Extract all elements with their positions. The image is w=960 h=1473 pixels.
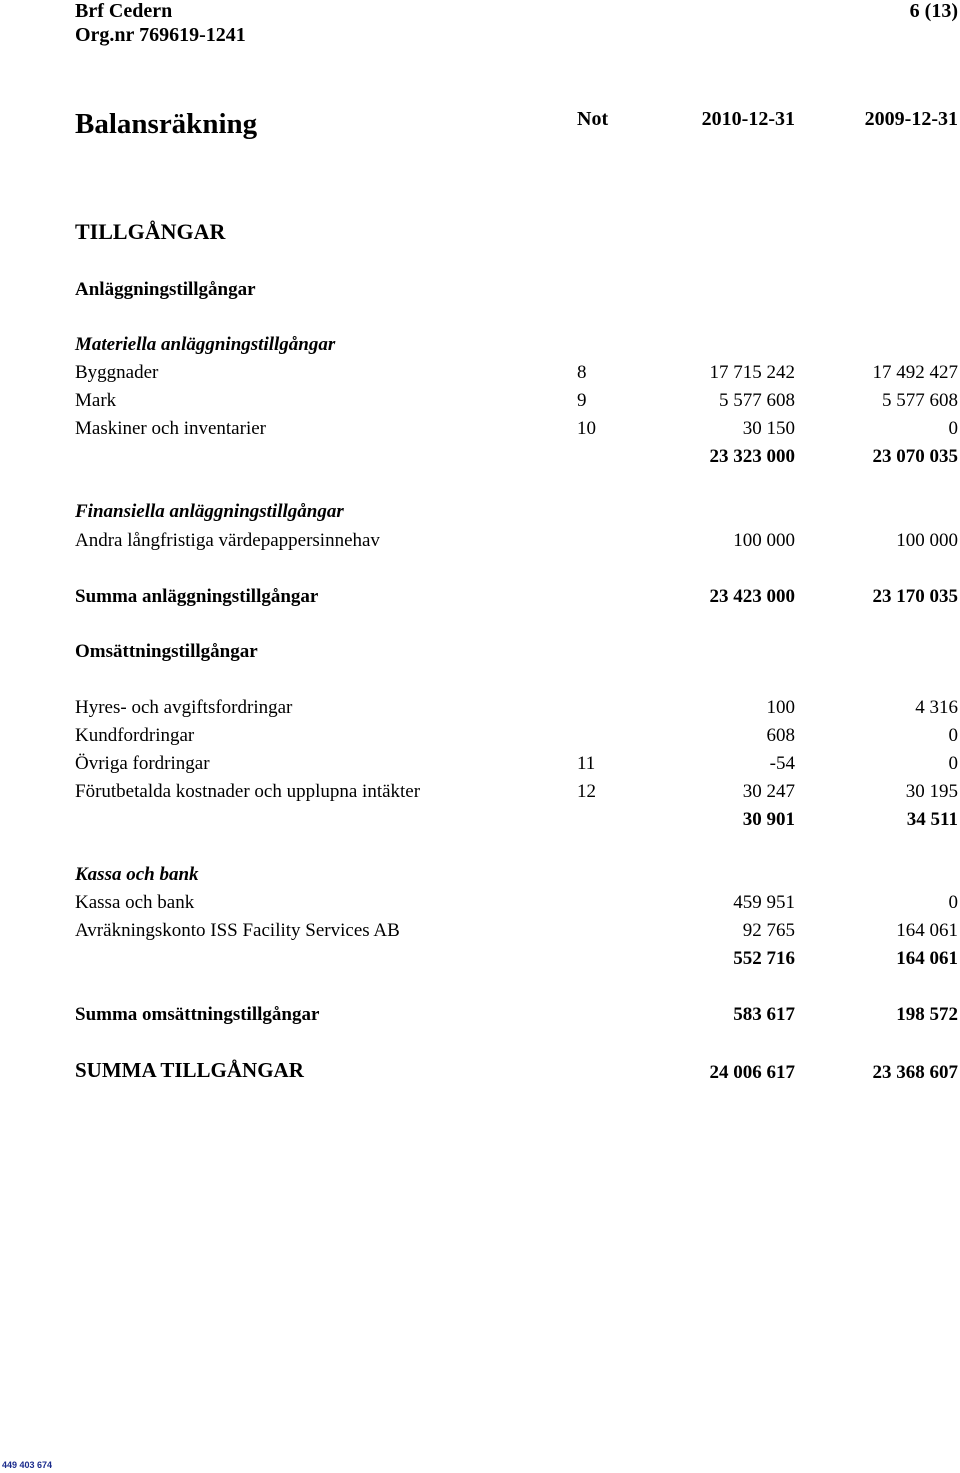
row-value-2009: 0 <box>948 725 958 746</box>
row-value-2009: 4 316 <box>915 697 958 718</box>
row-note: 12 <box>577 781 596 802</box>
cash-heading: Kassa och bank <box>75 864 199 885</box>
row-label: Avräkningskonto ISS Facility Services AB <box>75 920 400 941</box>
row-note: 11 <box>577 753 596 774</box>
row-note: 10 <box>577 418 596 439</box>
fixed-assets-heading: Anläggningstillgångar <box>75 279 256 300</box>
table-row <box>0 531 960 553</box>
row-value-2009: 5 577 608 <box>882 390 958 411</box>
subtotal-value-2010: 30 901 <box>742 809 795 830</box>
table-row <box>0 698 960 720</box>
row-value-2010: 100 <box>766 697 795 718</box>
row-note: 9 <box>577 390 587 411</box>
row-value-2010: 459 951 <box>733 892 795 913</box>
row-value-2010: 30 247 <box>742 781 795 802</box>
row-value-2010: 92 765 <box>742 920 795 941</box>
row-label: Kundfordringar <box>75 725 195 746</box>
column-header-year1: 2010-12-31 <box>701 108 795 130</box>
row-value-2009: 0 <box>948 892 958 913</box>
row-value-2010: 17 715 242 <box>709 362 795 383</box>
subtotal-value-2009: 34 511 <box>906 809 958 830</box>
total-label: Summa anläggningstillgångar <box>75 586 319 607</box>
subtotal-value-2010: 552 716 <box>733 948 795 969</box>
grand-total-label: SUMMA TILLGÅNGAR <box>75 1058 304 1082</box>
total-value-2009: 198 572 <box>896 1004 958 1025</box>
row-value-2009: 17 492 427 <box>872 362 958 383</box>
row-label: Andra långfristiga värdepappersinnehav <box>75 530 380 551</box>
total-row <box>0 1005 960 1027</box>
total-label: Summa omsättningstillgångar <box>75 1004 320 1025</box>
row-label: Mark <box>75 390 117 411</box>
current-assets-heading: Omsättningstillgångar <box>75 641 258 662</box>
row-label: Byggnader <box>75 362 159 383</box>
total-row <box>0 587 960 609</box>
row-value-2009: 100 000 <box>896 530 958 551</box>
table-row <box>0 754 960 776</box>
total-value-2010: 583 617 <box>733 1004 795 1025</box>
row-value-2010: 100 000 <box>733 530 795 551</box>
table-row <box>0 391 960 413</box>
total-value-2010: 23 423 000 <box>709 586 795 607</box>
subtotal-row <box>0 810 960 832</box>
total-value-2009: 23 170 035 <box>872 586 958 607</box>
subtotal-value-2009: 23 070 035 <box>872 446 958 467</box>
grand-total-row <box>0 1060 960 1086</box>
table-row <box>0 363 960 385</box>
row-value-2009: 30 195 <box>905 781 958 802</box>
grand-total-value-2010: 24 006 617 <box>709 1062 795 1083</box>
table-row <box>0 726 960 748</box>
org-name: Brf Cedern <box>75 0 173 22</box>
row-label: Hyres- och avgiftsfordringar <box>75 697 293 718</box>
row-label: Kassa och bank <box>75 892 195 913</box>
row-value-2010: 608 <box>766 725 795 746</box>
column-header-year2: 2009-12-31 <box>864 108 958 130</box>
row-note: 8 <box>577 362 587 383</box>
row-value-2010: -54 <box>769 753 795 774</box>
column-header-note: Not <box>577 108 609 130</box>
page-number: 6 (13) <box>909 0 958 22</box>
subtotal-value-2010: 23 323 000 <box>709 446 795 467</box>
row-value-2009: 0 <box>948 753 958 774</box>
subtotal-row <box>0 949 960 971</box>
row-value-2009: 164 061 <box>896 920 958 941</box>
grand-total-value-2009: 23 368 607 <box>872 1062 958 1083</box>
row-label: Maskiner och inventarier <box>75 418 266 439</box>
document-id: 449 403 674 <box>2 1460 53 1470</box>
assets-heading: TILLGÅNGAR <box>75 219 226 244</box>
row-label: Förutbetalda kostnader och upplupna intäkter <box>75 781 421 802</box>
subtotal-value-2009: 164 061 <box>896 948 958 969</box>
financial-assets-heading: Finansiella anläggningstillgångar <box>75 501 344 522</box>
page-title: Balansräkning <box>75 108 258 140</box>
row-value-2010: 30 150 <box>742 418 795 439</box>
table-row <box>0 419 960 441</box>
table-row <box>0 921 960 943</box>
table-row <box>0 782 960 804</box>
row-value-2009: 0 <box>948 418 958 439</box>
tangible-assets-heading: Materiella anläggningstillgångar <box>75 334 336 355</box>
subtotal-row <box>0 447 960 469</box>
row-value-2010: 5 577 608 <box>719 390 795 411</box>
org-number: Org.nr 769619-1241 <box>75 24 246 46</box>
row-label: Övriga fordringar <box>75 753 210 774</box>
table-row <box>0 893 960 915</box>
